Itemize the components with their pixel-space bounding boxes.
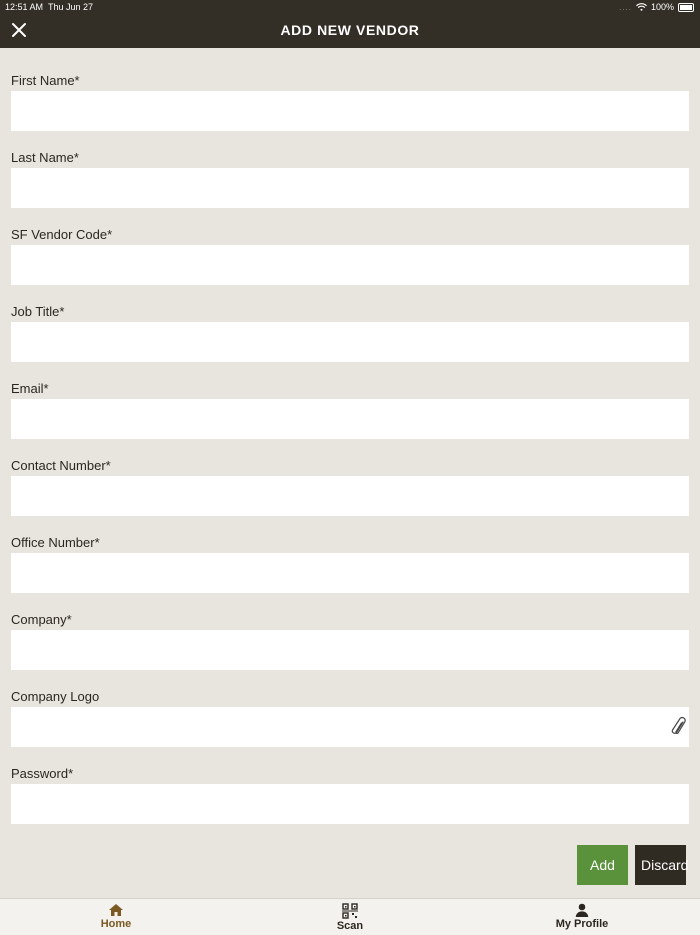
email-label: Email* <box>11 381 49 396</box>
tab-scan[interactable] <box>290 903 410 932</box>
battery-percent: 100% <box>650 2 674 12</box>
email-input[interactable] <box>11 399 689 439</box>
qr-scan-icon <box>342 903 358 919</box>
tab-home[interactable] <box>56 903 176 930</box>
status-time: 12:51 AM <box>5 2 44 12</box>
tab-my-profile-label: My Profile <box>555 918 609 930</box>
bottom-tab-bar <box>0 898 700 935</box>
office-number-label: Office Number* <box>11 535 100 550</box>
page-title: ADD NEW VENDOR <box>280 22 420 38</box>
office-number-input[interactable] <box>11 553 689 593</box>
tab-home-label: Home <box>100 918 132 930</box>
first-name-label: First Name* <box>11 73 80 88</box>
paperclip-icon[interactable] <box>671 716 687 738</box>
status-date: Thu Jun 27 <box>48 2 94 12</box>
home-icon <box>108 903 124 917</box>
tab-scan-label: Scan <box>336 920 364 932</box>
signal-icon: .... <box>619 2 632 12</box>
status-indicators <box>619 2 694 12</box>
company-logo-input[interactable] <box>11 707 689 747</box>
company-logo-label: Company Logo <box>11 689 100 704</box>
contact-number-label: Contact Number* <box>11 458 111 473</box>
company-input[interactable] <box>11 630 689 670</box>
company-label: Company* <box>11 612 72 627</box>
job-title-label: Job Title* <box>11 304 65 319</box>
add-button[interactable]: Add <box>577 845 628 885</box>
discard-button[interactable]: Discard <box>635 845 686 885</box>
sf-vendor-code-input[interactable] <box>11 245 689 285</box>
contact-number-input[interactable] <box>11 476 689 516</box>
password-label: Password* <box>11 766 74 781</box>
tab-my-profile[interactable] <box>522 903 642 930</box>
last-name-label: Last Name* <box>11 150 79 165</box>
battery-icon <box>678 3 694 12</box>
last-name-input[interactable] <box>11 168 689 208</box>
job-title-input[interactable] <box>11 322 689 362</box>
wifi-icon <box>636 3 647 11</box>
password-input[interactable] <box>11 784 689 824</box>
header-bar <box>0 0 700 48</box>
first-name-input[interactable] <box>11 91 689 131</box>
user-icon <box>575 903 589 917</box>
sf-vendor-code-label: SF Vendor Code* <box>11 227 113 242</box>
